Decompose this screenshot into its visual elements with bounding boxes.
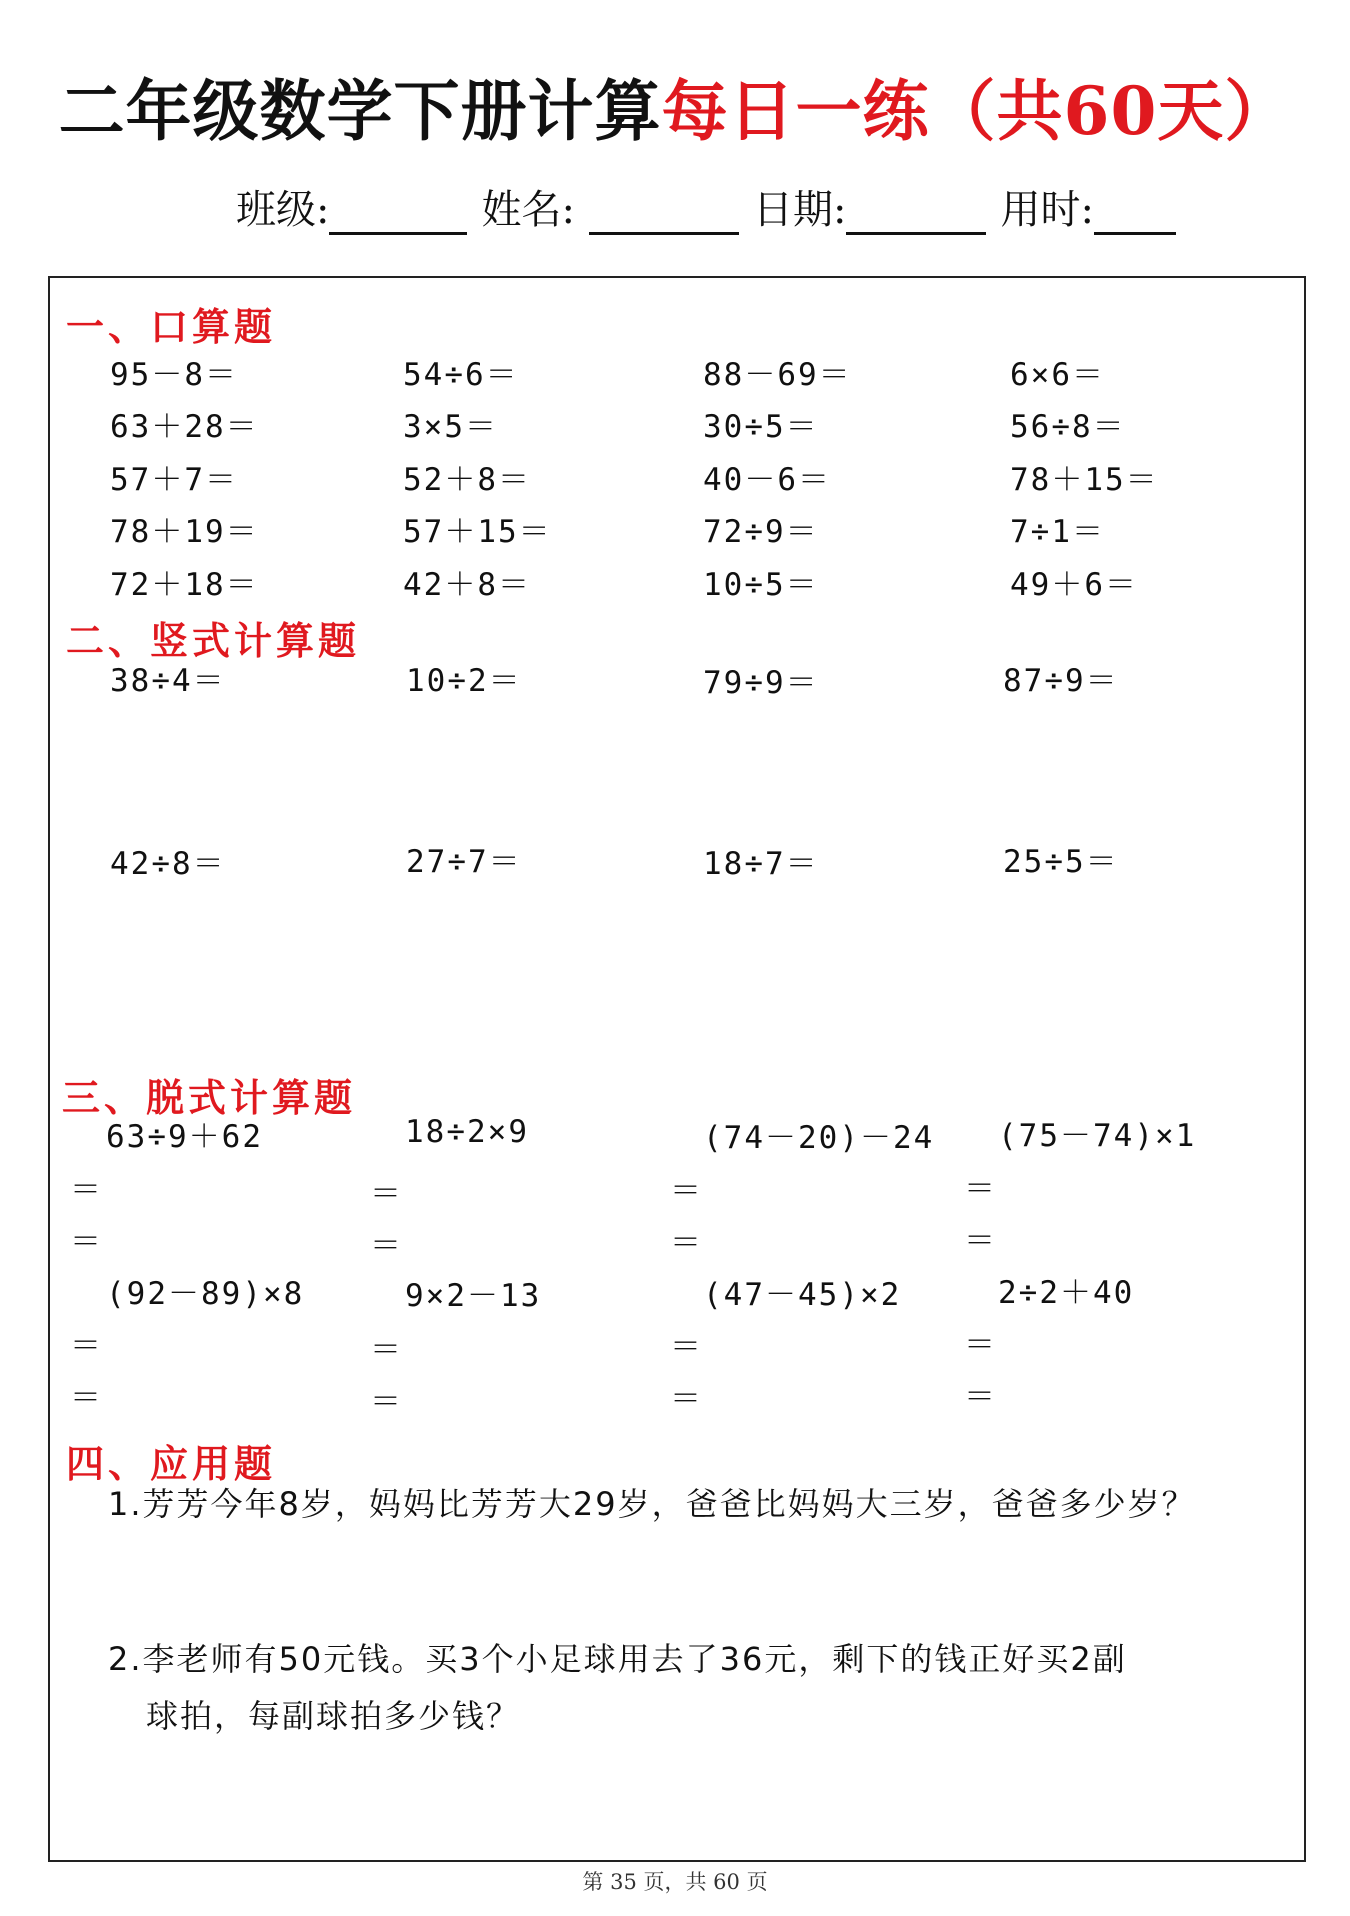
oral-item: 63＋28＝ bbox=[110, 409, 259, 445]
vertical-item: 10÷2＝ bbox=[406, 663, 522, 699]
oral-item: 56÷8＝ bbox=[1010, 409, 1126, 445]
vertical-item: 42÷8＝ bbox=[110, 846, 226, 882]
page-title bbox=[0, 58, 1350, 153]
name-label: 姓名: bbox=[481, 187, 575, 233]
equals-sign: ＝ bbox=[670, 1381, 701, 1417]
equals-sign: ＝ bbox=[670, 1329, 701, 1365]
stepwise-item: (92－89)×8 bbox=[106, 1276, 305, 1312]
section-vertical-title: 二、竖式计算题 bbox=[66, 618, 361, 663]
oral-item: 3×5＝ bbox=[403, 409, 498, 445]
equals-sign: ＝ bbox=[964, 1379, 995, 1415]
equals-sign: ＝ bbox=[964, 1171, 995, 1207]
time-label: 用时: bbox=[1000, 187, 1094, 233]
oral-item: 72÷9＝ bbox=[703, 514, 819, 550]
equals-sign: ＝ bbox=[70, 1172, 101, 1208]
equals-sign: ＝ bbox=[964, 1223, 995, 1259]
oral-item: 78＋19＝ bbox=[110, 514, 259, 550]
info-line bbox=[236, 178, 1190, 235]
oral-item: 78＋15＝ bbox=[1010, 462, 1159, 498]
vertical-item: 25÷5＝ bbox=[1003, 844, 1119, 880]
oral-item: 72＋18＝ bbox=[110, 567, 259, 603]
oral-item: 10÷5＝ bbox=[703, 567, 819, 603]
oral-item: 30÷5＝ bbox=[703, 409, 819, 445]
section-oral-title: 一、口算题 bbox=[66, 304, 277, 349]
stepwise-item: 9×2－13 bbox=[405, 1278, 542, 1314]
equals-sign: ＝ bbox=[370, 1176, 401, 1212]
class-blank[interactable] bbox=[329, 196, 467, 235]
equals-sign: ＝ bbox=[70, 1224, 101, 1260]
equals-sign: ＝ bbox=[670, 1173, 701, 1209]
name-blank[interactable] bbox=[589, 196, 739, 235]
time-blank[interactable] bbox=[1094, 196, 1176, 235]
oral-item: 40－6＝ bbox=[703, 462, 831, 498]
date-label: 日期: bbox=[752, 187, 847, 233]
oral-item: 57＋7＝ bbox=[110, 462, 238, 498]
class-label: 班级: bbox=[236, 187, 330, 233]
problem-1: 1.芳芳今年8岁，妈妈比芳芳大29岁，爸爸比妈妈大三岁，爸爸多少岁？ bbox=[108, 1485, 1196, 1523]
oral-item: 52＋8＝ bbox=[403, 462, 531, 498]
section-application-title: 四、应用题 bbox=[66, 1441, 277, 1486]
title-black: 二年级数学下册计算 bbox=[58, 72, 662, 150]
stepwise-item: 2÷2＋40 bbox=[998, 1275, 1135, 1311]
vertical-item: 38÷4＝ bbox=[110, 663, 226, 699]
equals-sign: ＝ bbox=[370, 1228, 401, 1264]
equals-sign: ＝ bbox=[370, 1332, 401, 1368]
equals-sign: ＝ bbox=[70, 1328, 101, 1364]
problem-2-line-2: 球拍，每副球拍多少钱？ bbox=[146, 1697, 521, 1735]
oral-item: 7÷1＝ bbox=[1010, 514, 1105, 550]
title-red: 每日一练（共60天） bbox=[661, 72, 1292, 150]
oral-item: 54÷6＝ bbox=[403, 357, 519, 393]
oral-item: 57＋15＝ bbox=[403, 514, 552, 550]
date-blank[interactable] bbox=[846, 196, 986, 235]
equals-sign: ＝ bbox=[670, 1225, 701, 1261]
stepwise-item: (75－74)×1 bbox=[998, 1118, 1197, 1154]
oral-item: 88－69＝ bbox=[703, 357, 852, 393]
stepwise-item: 63÷9＋62 bbox=[106, 1119, 263, 1155]
oral-item: 95－8＝ bbox=[110, 357, 238, 393]
equals-sign: ＝ bbox=[370, 1384, 401, 1420]
oral-item: 49＋6＝ bbox=[1010, 567, 1138, 603]
oral-item: 42＋8＝ bbox=[403, 567, 531, 603]
problem-2-line-1: 2.李老师有50元钱。买3个小足球用去了36元，剩下的钱正好买2副 bbox=[108, 1640, 1127, 1678]
vertical-item: 27÷7＝ bbox=[406, 844, 522, 880]
equals-sign: ＝ bbox=[70, 1380, 101, 1416]
vertical-item: 79÷9＝ bbox=[703, 665, 819, 701]
page-footer: 第 35 页，共 60 页 bbox=[582, 1870, 768, 1894]
section-stepwise-title: 三、脱式计算题 bbox=[62, 1075, 357, 1120]
stepwise-item: (74－20)－24 bbox=[703, 1120, 935, 1156]
equals-sign: ＝ bbox=[964, 1327, 995, 1363]
oral-item: 6×6＝ bbox=[1010, 357, 1105, 393]
vertical-item: 18÷7＝ bbox=[703, 846, 819, 882]
vertical-item: 87÷9＝ bbox=[1003, 663, 1119, 699]
stepwise-item: 18÷2×9 bbox=[405, 1114, 529, 1150]
stepwise-item: (47－45)×2 bbox=[703, 1277, 902, 1313]
